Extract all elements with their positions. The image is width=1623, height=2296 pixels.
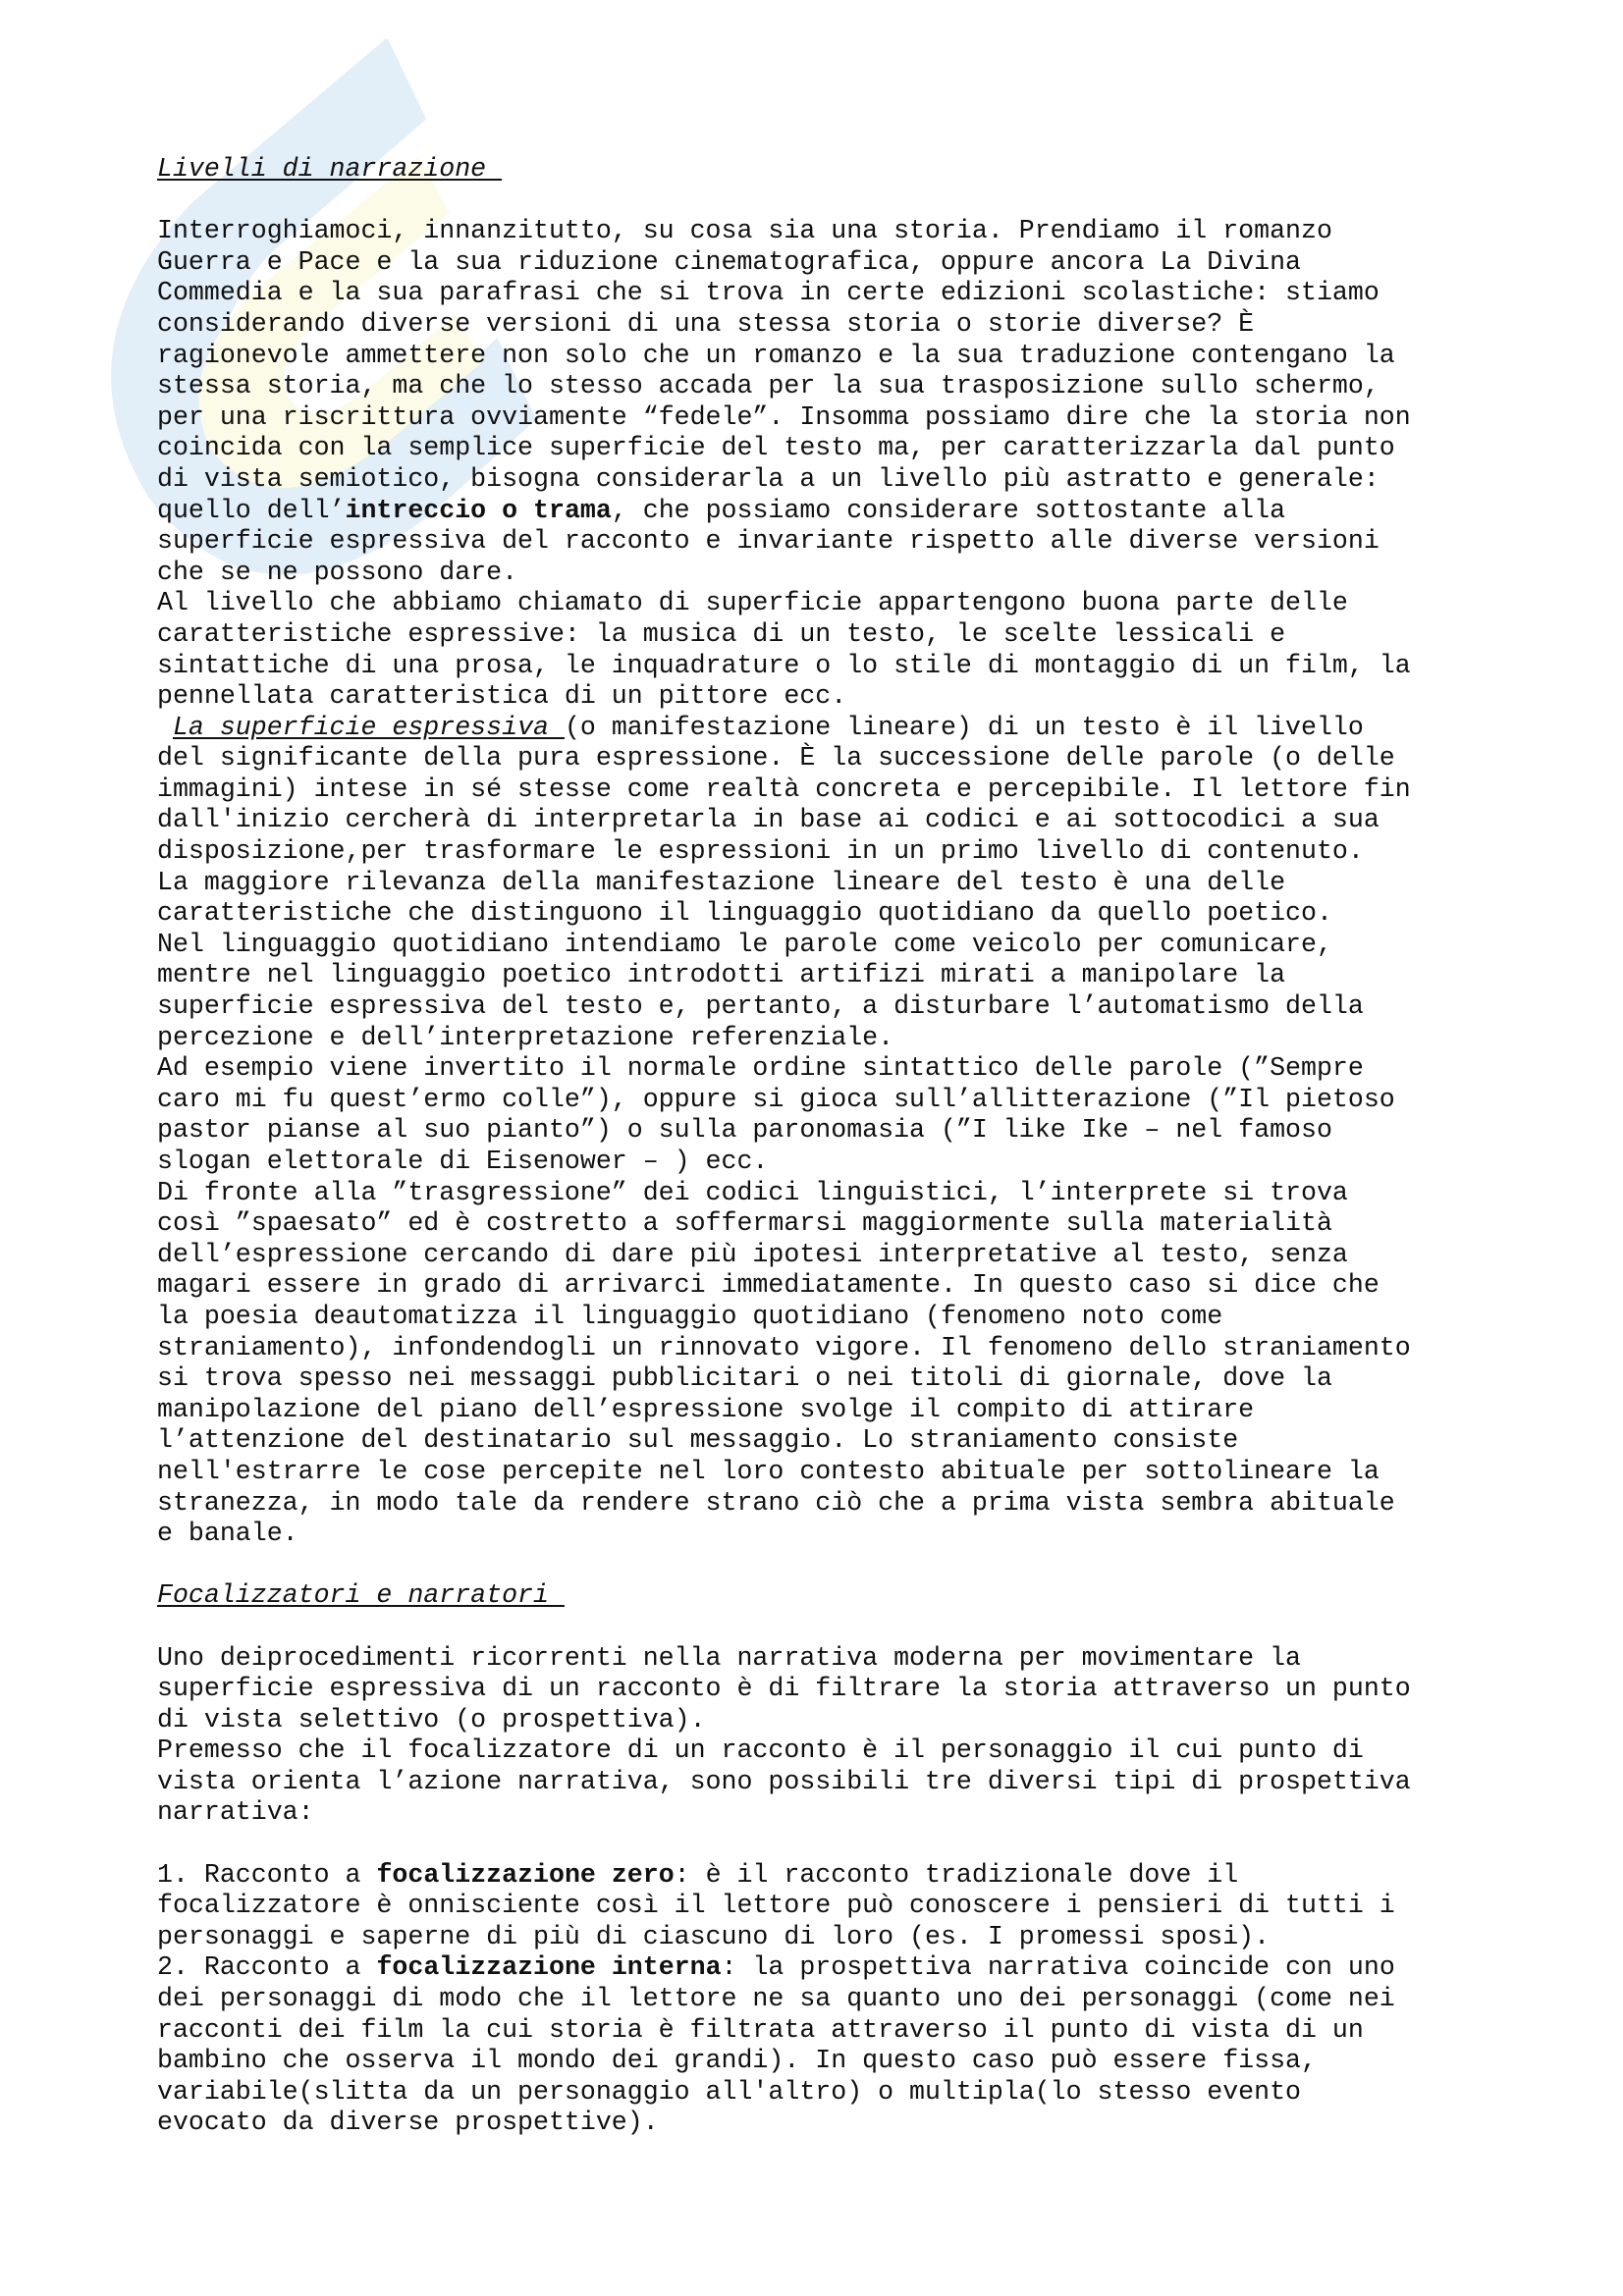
text-line: Uno deiprocedimenti ricorrenti nella narrativa moderna per movimentare la [157, 1642, 1301, 1673]
text-line: slogan elettorale di Eisenower – ) ecc. [157, 1147, 769, 1176]
text-line: dei personaggi di modo che il lettore ne sa quanto uno dei personaggi (come nei [157, 1984, 1395, 2014]
paragraph-storia [157, 216, 1532, 713]
text-line: Al livello che abbiamo chiamato di superficie appartengono buona parte delle [157, 588, 1348, 618]
text-line: manipolazione del piano dell’espressione svolge il compito di attirare [157, 1394, 1255, 1424]
text-line [157, 713, 1532, 744]
text-line: vista orienta l’azione narrativa, sono possibili tre diversi tipi di prospettiva [157, 1766, 1411, 1796]
text-line: Ad esempio viene invertito il normale ordine sintattico delle parole (”Sempre [157, 1053, 1364, 1084]
text-line: di vista semiotico, bisogna considerarla a un livello più astratto e generale: [157, 463, 1380, 494]
text-line: caratteristiche che distinguono il linguaggio quotidiano da quello poetico. [157, 898, 1332, 929]
text-run: , che possiamo considerare sottostante alla [611, 495, 1286, 525]
section-heading-focalizzatori: Focalizzatori e narratori [157, 1580, 565, 1611]
text-line [157, 496, 1532, 527]
text-line: così ”spaesato” ed è costretto a soffermarsi maggiormente sulla materialità [157, 1208, 1332, 1239]
text-run: quello dell’ [157, 495, 346, 525]
text-line: coincida con la semplice superficie del testo ma, per caratterizzarla dal punto [157, 433, 1395, 463]
text-line: Commedia e la sua parafrasi che si trova in certe edizioni scolastiche: stiamo [157, 278, 1380, 308]
text-line: nell'estrarre le cose percepite nel loro contesto abituale per sottolineare la [157, 1456, 1380, 1486]
bold-term-zero: focalizzazione zero [376, 1859, 675, 1890]
text-line: percezione e dell’interpretazione referenziale. [157, 1022, 894, 1052]
text-line: per una riscrittura ovviamente “fedele”. Insomma possiamo dire che la storia non [157, 401, 1411, 432]
text-line: focalizzatore è onnisciente così il lettore può conoscere i pensieri di tutti i [157, 1891, 1395, 1921]
text-line: immagini) intese in sé stesse come realtà concreta e percepibile. Il lettore fin [157, 774, 1411, 804]
text-line [157, 1860, 1532, 1892]
paragraph-focalizzazione [157, 1643, 1532, 1830]
text-line: La maggiore rilevanza della manifestazione lineare del testo è una delle [157, 867, 1286, 897]
text-line: straniamento), infondendogli un rinnovato vigore. Il fenomeno dello straniamento [157, 1332, 1411, 1362]
text-line: Premesso che il focalizzatore di un racconto è il personaggio il cui punto di [157, 1735, 1364, 1766]
underlined-term-superficie: La superficie espressiva [172, 712, 565, 742]
text-line: si trova spesso nei messaggi pubblicitari o nei titoli di giornale, dove la [157, 1363, 1332, 1394]
text-line: l’attenzione del destinatario sul messaggio. Lo straniamento consiste [157, 1425, 1239, 1456]
text-line: personaggi e saperne di più di ciascuno di loro (es. I promessi sposi). [157, 1921, 1271, 1951]
text-line: Guerra e Pace e la sua riduzione cinematografica, oppure ancora La Divina [157, 246, 1301, 277]
text-line: stessa storia, ma che lo stesso accada per la sua trasposizione sullo schermo, [157, 371, 1380, 401]
text-run: (o manifestazione lineare) di un testo è il livello [564, 712, 1364, 742]
paragraph-superficie [157, 713, 1532, 1550]
text-line: magari essere in grado di arrivarci immediatamente. In questo caso si dice che [157, 1270, 1380, 1301]
text-run: : è il racconto tradizionale dove il [674, 1859, 1239, 1890]
document-page [157, 154, 1532, 2139]
text-line: mentre nel linguaggio poetico introdotti artifizi mirati a manipolare la [157, 960, 1286, 990]
text-line: sintattiche di una prosa, le inquadrature o lo stile di montaggio di un film, la [157, 650, 1411, 680]
text-line: evocato da diverse prospettive). [157, 2108, 659, 2138]
bold-term-interna: focalizzazione interna [376, 1952, 722, 1983]
text-line: caro mi fu quest’ermo colle”), oppure si gioca sull’allitterazione (”Il pietoso [157, 1084, 1395, 1114]
text-line: e banale. [157, 1519, 298, 1549]
text-line: superficie espressiva del racconto e invariante rispetto alle diverse versioni [157, 526, 1380, 557]
text-line: considerando diverse versioni di una stessa storia o storie diverse? È [157, 308, 1255, 339]
text-line: variabile(slitta da un personaggio all'altro) o multipla(lo stesso evento [157, 2076, 1301, 2107]
text-line: superficie espressiva del testo e, pertanto, a disturbare l’automatismo della [157, 991, 1364, 1022]
text-line: narrativa: [157, 1797, 314, 1828]
text-line: racconti dei film la cui storia è filtrata attraverso il punto di vista di un [157, 2014, 1364, 2045]
text-run: : la prospettiva narrativa coincide con uno [721, 1952, 1395, 1983]
text-line [157, 1952, 1532, 1984]
text-line: Interroghiamoci, innanzitutto, su cosa sia una storia. Prendiamo il romanzo [157, 216, 1332, 246]
text-line: bambino che osserva il mondo dei grandi). In questo caso può essere fissa, [157, 2046, 1317, 2076]
text-line: del significante della pura espressione. È la successione delle parole (o delle [157, 743, 1395, 774]
bold-term-intreccio: intreccio o trama [345, 495, 612, 525]
text-line: Di fronte alla ”trasgressione” dei codici linguistici, l’interprete si trova [157, 1177, 1348, 1207]
text-line: che se ne possono dare. [157, 557, 518, 587]
text-line: la poesia deautomatizza il linguaggio quotidiano (fenomeno noto come [157, 1301, 1223, 1331]
text-line: stranezza, in modo tale da rendere strano ciò che a prima vista sembra abituale [157, 1487, 1395, 1518]
text-run [157, 713, 173, 742]
text-line: dell’espressione cercando di dare più ipotesi interpretative al testo, senza [157, 1239, 1348, 1269]
list-item-focalizzazione-zero [157, 1860, 1532, 1953]
text-line: caratteristiche espressive: la musica di un testo, le scelte lessicali e [157, 618, 1286, 649]
list-item-focalizzazione-interna [157, 1952, 1532, 2139]
text-line: superficie espressiva di un racconto è di filtrare la storia attraverso un punto [157, 1674, 1411, 1704]
text-run: 1. Racconto a [157, 1859, 377, 1890]
text-line: pastor pianse al suo pianto”) o sulla paronomasia (”I like Ike – nel famoso [157, 1115, 1332, 1146]
text-line: di vista selettivo (o prospettiva). [157, 1704, 706, 1735]
text-line: dall'inizio cercherà di interpretarla in base ai codici e ai sottocodici a sua [157, 805, 1380, 835]
text-line: ragionevole ammettere non solo che un romanzo e la sua traduzione contengano la [157, 340, 1395, 370]
text-line: pennellata caratteristica di un pittore ecc. [157, 681, 847, 712]
text-line: disposizione,per trasformare le espressioni in un primo livello di contenuto. [157, 836, 1364, 867]
section-heading-livelli: Livelli di narrazione [157, 154, 503, 184]
text-run: 2. Racconto a [157, 1952, 377, 1983]
text-line: Nel linguaggio quotidiano intendiamo le parole come veicolo per comunicare, [157, 929, 1332, 959]
